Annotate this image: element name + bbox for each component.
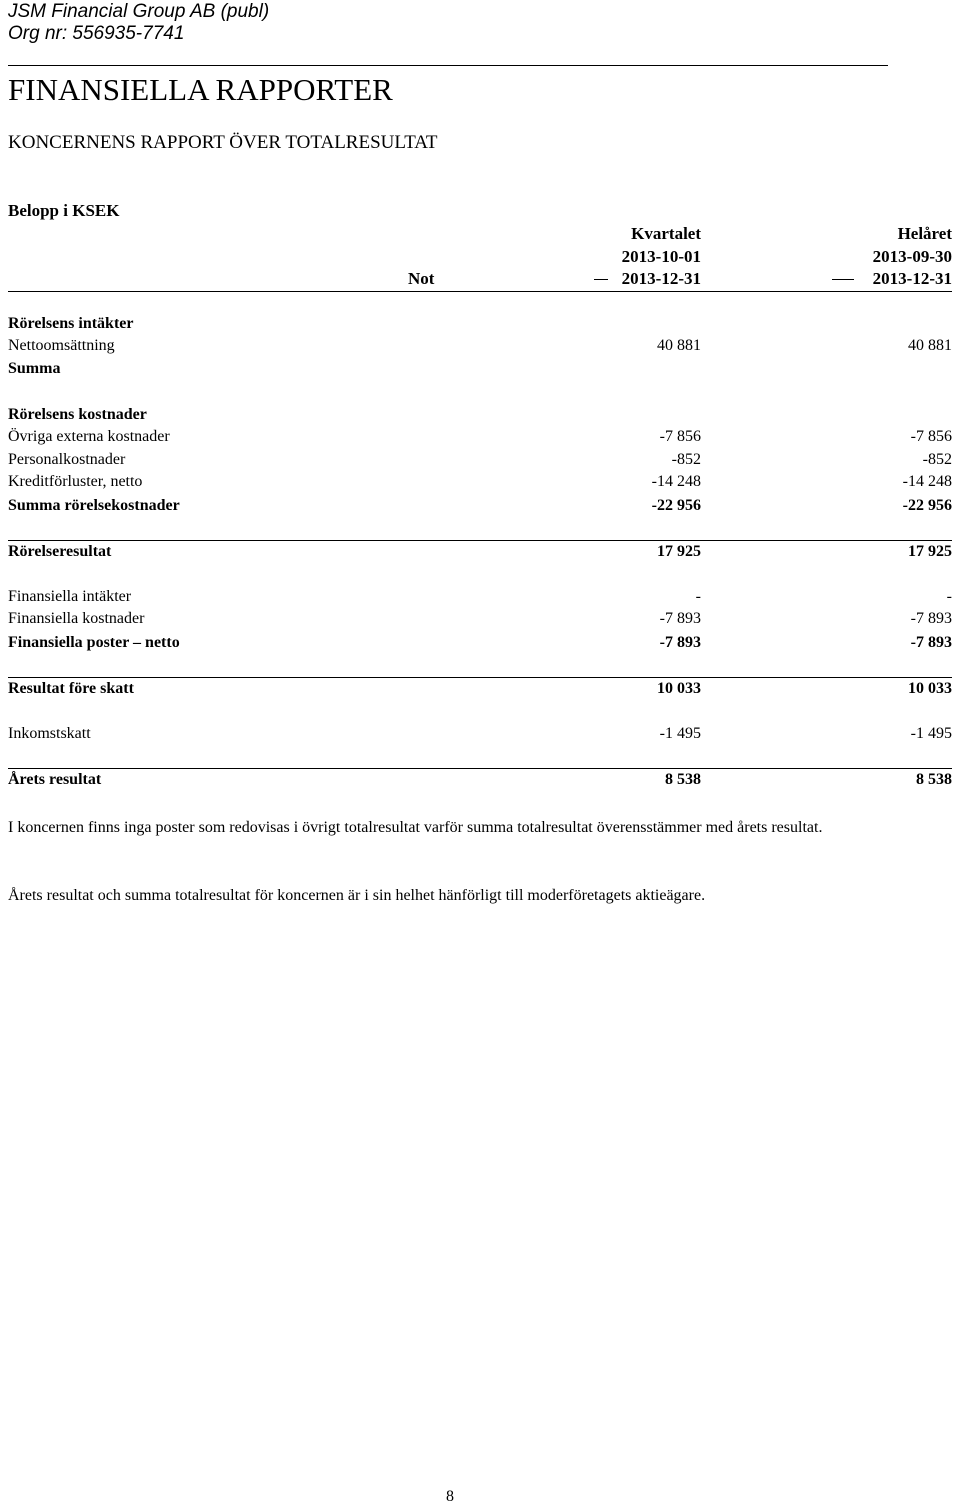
footnote-paragraph: Årets resultat och summa totalresultat för koncernen är i sin helhet hänförligt till moderföretagets aktieägare.	[8, 887, 706, 904]
unit-label: Belopp i KSEK	[8, 201, 120, 220]
row-value-year: -852	[922, 451, 952, 468]
row-value-quarter: -7 856	[659, 428, 701, 445]
row-label: Resultat före skatt	[8, 680, 134, 697]
column-2-from: 2013-09-30	[872, 247, 952, 266]
org-number: Org nr: 556935-7741	[8, 23, 185, 44]
table-row	[8, 473, 952, 495]
row-value-quarter: -	[695, 588, 701, 605]
table-row	[8, 680, 952, 702]
row-value-year: 10 033	[908, 680, 952, 697]
row-value-year: -7 893	[910, 634, 952, 651]
row-value-quarter: 10 033	[657, 680, 701, 697]
row-value-year: -7 856	[910, 428, 952, 445]
footnote-paragraph: I koncernen finns inga poster som redovisas i övrigt totalresultat varför summa totalresultat överensstämmer med årets resultat.	[8, 819, 823, 836]
company-name: JSM Financial Group AB (publ)	[8, 1, 270, 22]
row-label: Summa rörelsekostnader	[8, 497, 180, 514]
subtotal-rule	[8, 540, 952, 541]
column-2-to: 2013-12-31	[872, 269, 952, 288]
table-header-rule	[8, 291, 952, 292]
row-label: Övriga externa kostnader	[8, 428, 170, 445]
table-row	[8, 497, 952, 519]
table-row	[8, 588, 952, 610]
row-value-quarter: -7 893	[659, 610, 701, 627]
column-2-dash	[832, 279, 854, 280]
row-label: Rörelseresultat	[8, 543, 112, 560]
column-2-title: Helåret	[897, 224, 952, 243]
row-label: Finansiella intäkter	[8, 588, 132, 605]
row-label: Summa	[8, 360, 61, 377]
page-title: FINANSIELLA RAPPORTER	[8, 72, 393, 107]
row-value-year: -22 956	[902, 497, 952, 514]
row-value-quarter: 8 538	[665, 771, 701, 788]
table-row	[8, 337, 952, 359]
row-value-year: 8 538	[916, 771, 952, 788]
row-value-quarter: 17 925	[657, 543, 701, 560]
column-1-title: Kvartalet	[631, 224, 701, 243]
row-label: Rörelsens intäkter	[8, 315, 134, 332]
note-column-header: Not	[408, 269, 435, 288]
table-row	[8, 543, 952, 565]
table-row	[8, 315, 952, 337]
row-value-year: 17 925	[908, 543, 952, 560]
header-divider	[8, 65, 888, 66]
row-label: Nettoomsättning	[8, 337, 115, 354]
row-value-quarter: -22 956	[651, 497, 701, 514]
row-value-quarter: -7 893	[659, 634, 701, 651]
row-value-quarter: -852	[671, 451, 701, 468]
column-1-from: 2013-10-01	[621, 247, 701, 266]
row-label: Finansiella kostnader	[8, 610, 145, 627]
section-title: KONCERNENS RAPPORT ÖVER TOTALRESULTAT	[8, 132, 438, 153]
column-1-to: 2013-12-31	[621, 269, 701, 288]
page-number: 8	[446, 1488, 454, 1505]
row-value-quarter: -14 248	[651, 473, 701, 490]
table-row	[8, 771, 952, 793]
table-row	[8, 451, 952, 473]
row-value-year: 40 881	[908, 337, 952, 354]
row-label: Finansiella poster – netto	[8, 634, 180, 651]
row-value-quarter: -1 495	[659, 725, 701, 742]
row-label: Kreditförluster, netto	[8, 473, 143, 490]
column-1-dash	[594, 279, 608, 280]
row-label: Rörelsens kostnader	[8, 406, 147, 423]
row-value-year: -7 893	[910, 610, 952, 627]
table-row	[8, 725, 952, 747]
table-row	[8, 634, 952, 656]
row-value-year: -	[946, 588, 952, 605]
total-rule	[8, 768, 952, 769]
row-label: Inkomstskatt	[8, 725, 91, 742]
row-value-year: -1 495	[910, 725, 952, 742]
table-row	[8, 406, 952, 428]
table-row	[8, 428, 952, 450]
row-label: Årets resultat	[8, 771, 102, 788]
subtotal-rule	[8, 677, 952, 678]
row-value-quarter: 40 881	[657, 337, 701, 354]
row-value-year: -14 248	[902, 473, 952, 490]
table-row	[8, 610, 952, 632]
row-label: Personalkostnader	[8, 451, 126, 468]
table-row	[8, 360, 952, 382]
